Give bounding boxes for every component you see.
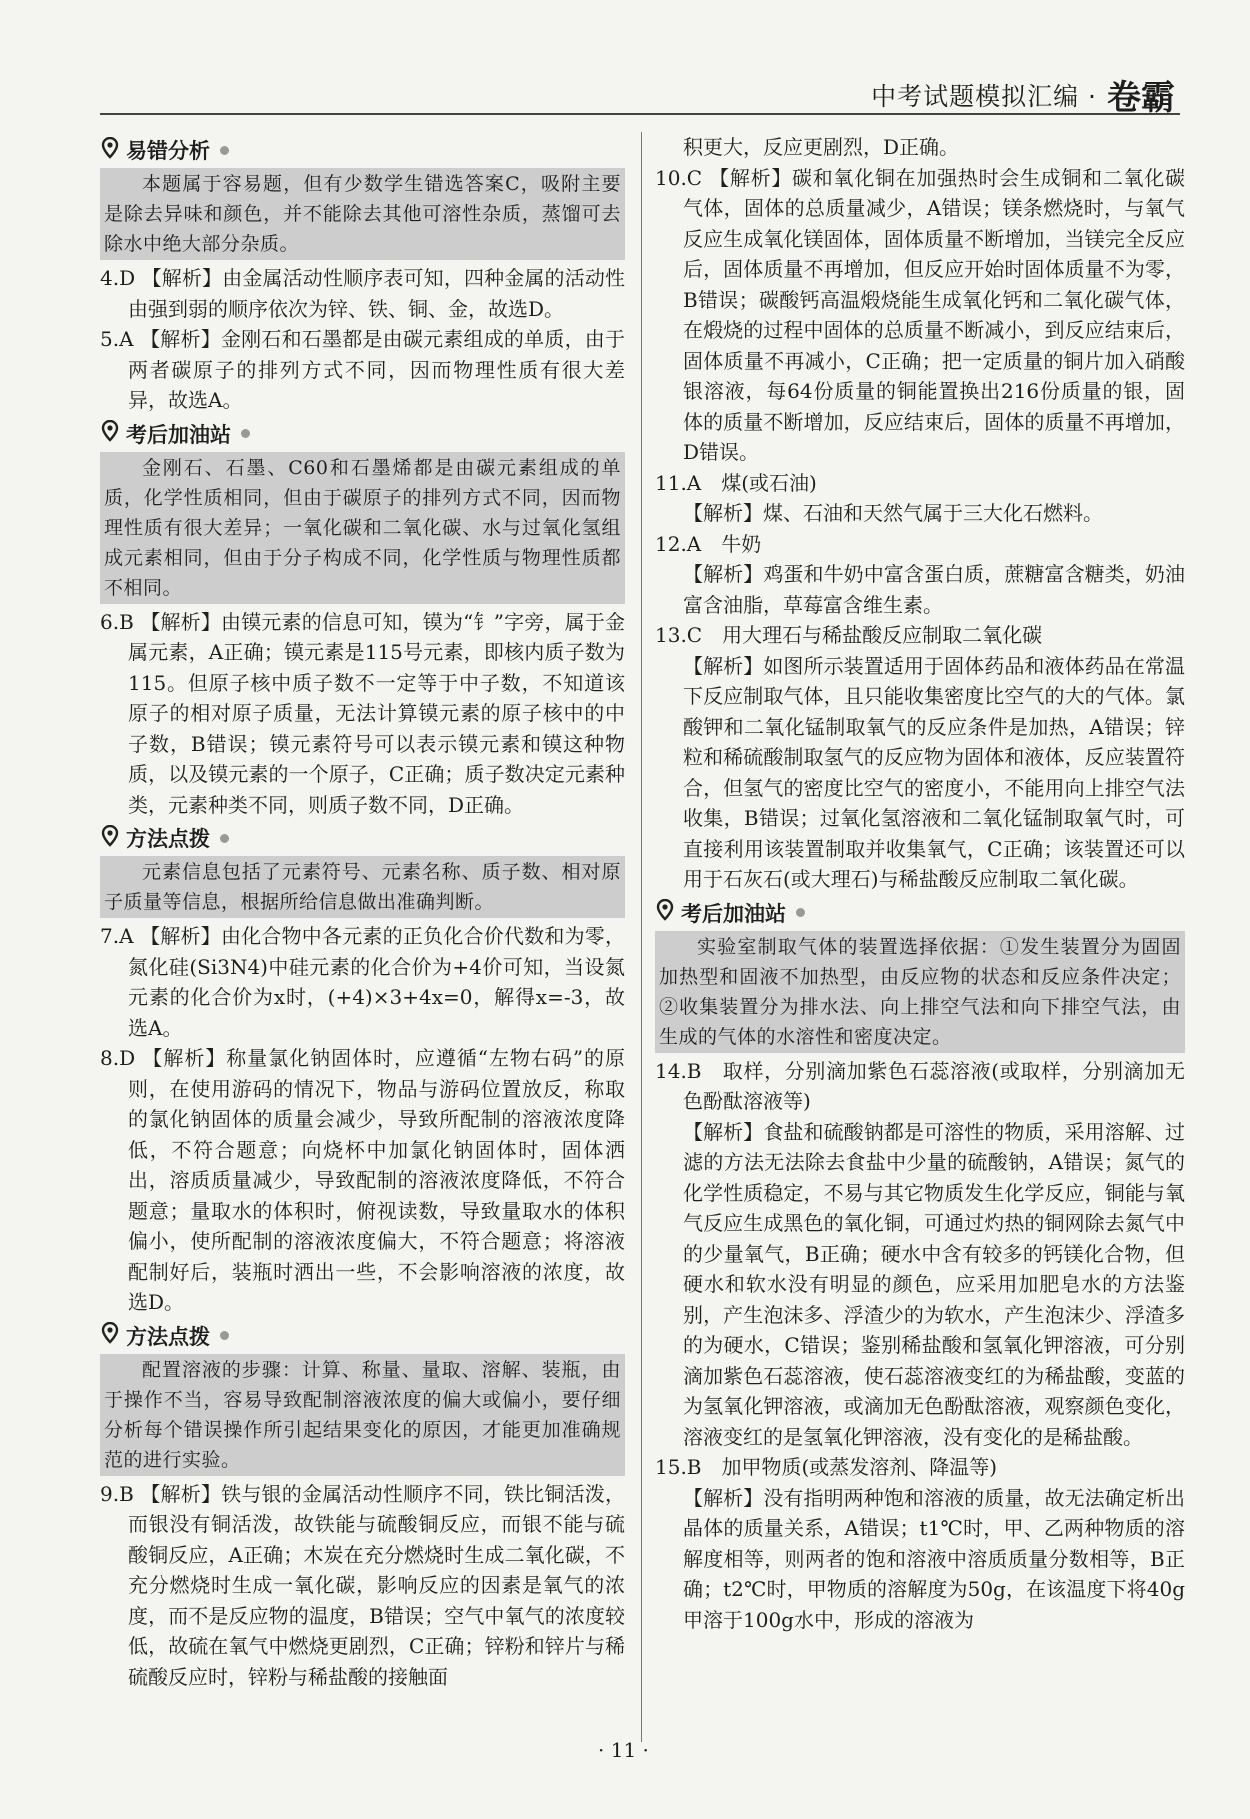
brand-logo: 卷霸	[1107, 78, 1175, 118]
section-heading: 方法点拨	[100, 1321, 625, 1351]
answer-item: 4.D 【解析】由金属活动性顺序表可知，四种金属的活动性由强到弱的顺序依次为锌、铁、铜、金，故选D。	[100, 266, 625, 321]
right-column	[655, 132, 1185, 1635]
location-pin-icon	[100, 420, 120, 447]
answer-explanation: 【解析】没有指明两种饱和溶液的质量，故无法确定析出晶体的质量关系，A错误；t1℃时，甲、乙两种物质的溶解度相等，则两者的饱和溶液中溶质质量分数相等，B正确；t2℃时，甲物质的溶解度为50g，在该温度下将40g甲溶于100g水中，形成的溶液为	[683, 1485, 1185, 1632]
answer-item: 5.A 【解析】金刚石和石墨都是由碳元素组成的单质，由于两者碳原子的排列方式不同，因而物理性质有很大差异，故选A。	[100, 327, 625, 412]
header-rule	[100, 113, 1180, 115]
answer-item: 8.D 【解析】称量氯化钠固体时，应遵循“左物右码”的原则，在使用游码的情况下，物品与游码位置放反，称取的氯化钠固体的质量会减少，导致所配制的溶液浓度降低，不符合题意；向烧杯中加氯化钠固体时，固体洒出，溶质质量减少，导致配制的溶液浓度降低，不符合题意；量取水的体积时，俯视读数，导致量取水的体积偏小，使所配制的溶液浓度偏大，不符合题意；将溶液配制好后，装瓶时洒出一些，不会影响溶液的浓度，故选D。	[100, 1046, 625, 1314]
answer-item: 14.B 取样，分别滴加紫色石蕊溶液(或取样，分别滴加无色酚酞溶液等)	[655, 1058, 1185, 1113]
answer-item: 12.A 牛奶	[655, 531, 762, 556]
location-pin-icon	[655, 899, 675, 926]
answer-explanation: 【解析】煤、石油和天然气属于三大化石燃料。	[683, 501, 1103, 525]
location-pin-icon	[100, 1322, 120, 1349]
location-pin-icon	[100, 137, 120, 164]
answer-explanation: 【解析】如图所示装置适用于固体药品和液体药品在常温下反应制取气体，且只能收集密度比空气的大的气体。氯酸钾和二氧化锰制取氧气的反应条件是加热，A错误；锌粒和稀硫酸制取氢气的反应物为固体和液体，反应装置符合，但氢气的密度比空气的密度小，不能用向上排空气法收集，B错误；过氧化氢溶液和二氧化锰制取氧气时，可直接利用该装置制取并收集氧气，C正确；该装置还可以用于石灰石(或大理石)与稀盐酸反应制取二氧化碳。	[683, 653, 1185, 891]
book-title: 中考试题模拟汇编 ·	[871, 81, 1097, 111]
answer-item: 6.B 【解析】由镆元素的信息可知，镆为“钅”字旁，属于金属元素，A正确；镆元素是115号元素，即核内质子数为115。但原子核中质子数不一定等于中子数，不知道该原子的相对原子质量，无法计算镆元素的原子核中的中子数，B错误；镆元素符号可以表示镆元素和镆这种物质，以及镆元素的一个原子，C正确；质子数决定元素种类，元素种类不同，则质子数不同，D正确。	[100, 609, 625, 817]
tip-box: 元素信息包括了元素符号、元素名称、质子数、相对原子质量等信息，根据所给信息做出准确判断。	[100, 856, 625, 918]
answer-explanation: 【解析】鸡蛋和牛奶中富含蛋白质，蔗糖富含糖类，奶油富含油脂，草莓富含维生素。	[683, 562, 1185, 617]
answer-item: 7.A 【解析】由化合物中各元素的正负化合价代数和为零，氮化硅(Si3N4)中硅元素的化合价为+4价可知，当设氮元素的化合价为x时，(+4)×3+4x=0，解得x=-3，故选A。	[100, 924, 625, 1040]
section-heading: 方法点拨	[100, 823, 625, 853]
left-column	[100, 132, 625, 1692]
tip-box: 实验室制取气体的装置选择依据：①发生装置分为固固加热型和固液不加热型，由反应物的状态和反应条件决定；②收集装置分为排水法、向上排空气法和向下排空气法，由生成的气体的水溶性和密度决定。	[655, 931, 1185, 1053]
location-pin-icon	[100, 825, 120, 852]
section-heading: 考后加油站	[655, 898, 1185, 928]
answer-item: 9.B 【解析】铁与银的金属活动性顺序不同，铁比铜活泼，而银没有铜活泼，故铁能与硫酸铜反应，而银不能与硫酸铜反应，A正确；木炭在充分燃烧时生成二氧化碳，不充分燃烧时生成一氧化碳，影响反应的因素是氧气的浓度，而不是反应物的温度，B错误；空气中氧气的浓度较低，故硫在氧气中燃烧更剧烈，C正确；锌粉和锌片与稀硫酸反应时，锌粉与稀盐酸的接触面	[100, 1481, 625, 1689]
page-header	[871, 70, 1175, 119]
answer-item: 10.C 【解析】碳和氧化铜在加强热时会生成铜和二氧化碳气体，固体的总质量减少，A错误；镁条燃烧时，与氧气反应生成氧化镁固体，固体质量不断增加，当镁完全反应后，固体质量不再增加，但反应开始时固体质量不为零，B错误；碳酸钙高温煅烧能生成氧化钙和二氧化碳气体，在煅烧的过程中固体的总质量不断减小，到反应结束后，固体质量不再减小，C正确；把一定质量的铜片加入硝酸银溶液，每64份质量的铜能置换出216份质量的银，固体的质量不断增加，反应结束后，固体的质量不再增加，D错误。	[655, 165, 1185, 464]
section-heading: 易错分析	[100, 135, 625, 165]
page-number: · 11 ·	[598, 1738, 649, 1762]
answer-continuation: 积更大，反应更剧烈，D正确。	[683, 135, 960, 159]
answer-item: 15.B 加甲物质(或蒸发溶剂、降温等)	[655, 1455, 998, 1479]
column-divider	[641, 132, 642, 1742]
section-heading: 考后加油站	[100, 419, 625, 449]
answer-item: 13.C 用大理石与稀盐酸反应制取二氧化碳	[655, 623, 1043, 647]
answer-explanation: 【解析】食盐和硫酸钠都是可溶性的物质，采用溶解、过滤的方法无法除去食盐中少量的硫酸钠，A错误；氮气的化学性质稳定，不易与其它物质发生化学反应，铜能与氧气反应生成黑色的氧化铜，可通过灼热的铜网除去氮气中的少量氧气，B正确；硬水中含有较多的钙镁化合物，但硬水和软水没有明显的颜色，应采用加肥皂水的方法鉴别，产生泡沫多、浮渣少的为软水，产生泡沫少、浮渣多的为硬水，C错误；鉴别稀盐酸和氢氧化钾溶液，可分别滴加紫色石蕊溶液，使石蕊溶液变红的为稀盐酸，变蓝的为氢氧化钾溶液，或滴加无色酚酞溶液，观察颜色变化，溶液变红的是氢氧化钾溶液，没有变化的是稀盐酸。	[683, 1119, 1185, 1449]
answer-item: 11.A 煤(或石油)	[655, 470, 817, 495]
tip-box: 金刚石、石墨、C60和石墨烯都是由碳元素组成的单质，化学性质相同，但由于碳原子的排列方式不同，因而物理性质有很大差异；一氧化碳和二氧化碳、水与过氧化氢组成元素相同，但由于分子构成不同，化学性质与物理性质都不相同。	[100, 452, 625, 604]
tip-box: 本题属于容易题，但有少数学生错选答案C，吸附主要是除去异味和颜色，并不能除去其他可溶性杂质，蒸馏可去除水中绝大部分杂质。	[100, 168, 625, 260]
tip-box: 配置溶液的步骤：计算、称量、量取、溶解、装瓶，由于操作不当，容易导致配制溶液浓度的偏大或偏小，要仔细分析每个错误操作所引起结果变化的原因，才能更加准确规范的进行实验。	[100, 1354, 625, 1476]
